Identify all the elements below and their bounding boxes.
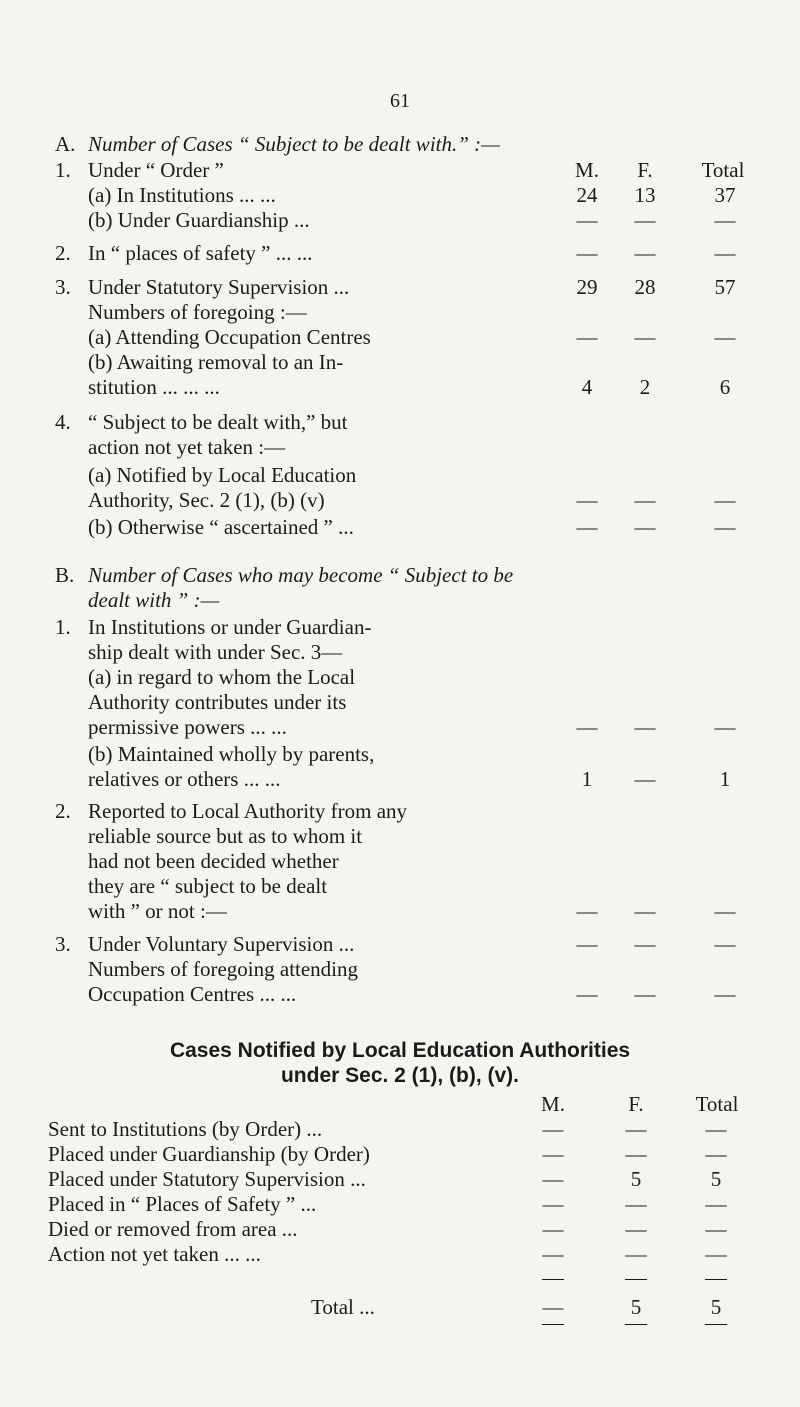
value-f: — (634, 325, 656, 349)
a-item-2 (0, 240, 800, 266)
section-b-heading (0, 562, 800, 588)
value-f: — (625, 1242, 647, 1266)
section-c-heading-line2: under Sec. 2 (1), (b), (v). (280, 1064, 520, 1087)
row-text: Placed in “ Places of Safety ” ... (48, 1192, 317, 1216)
b-item-1a-line2 (0, 689, 800, 715)
a-item-3b (0, 374, 800, 400)
value-f: — (634, 932, 656, 956)
value-total: — (705, 1117, 727, 1141)
row-text: Under Voluntary Supervision ... (88, 932, 355, 956)
value-total: — (705, 1217, 727, 1241)
col-f-header: F. (628, 1092, 644, 1116)
value-m: — (576, 982, 598, 1006)
value-m: — (542, 1295, 564, 1319)
value-m: — (542, 1217, 564, 1241)
a-item-4-num: 4. (55, 410, 71, 434)
value-total: — (714, 982, 736, 1006)
value-total: — (714, 241, 736, 265)
total-rule-total (705, 1279, 727, 1280)
c-row (0, 1216, 800, 1242)
row-text: relatives or others ... ... (88, 767, 281, 791)
col-total-header: Total (695, 1092, 739, 1116)
row-text: Reported to Local Authority from any (88, 799, 408, 823)
value-m: — (576, 488, 598, 512)
row-text: Placed under Guardianship (by Order) (48, 1142, 370, 1166)
section-b-heading-line2 (0, 587, 800, 613)
value-total: 6 (719, 375, 731, 399)
b-item-2 (0, 798, 800, 824)
b-item-1a (0, 714, 800, 740)
row-text: Under Statutory Supervision ... (88, 275, 350, 299)
value-m: — (542, 1142, 564, 1166)
b-item-1-line2 (0, 639, 800, 665)
row-text: Action not yet taken ... ... (48, 1242, 261, 1266)
row-text: (b) Maintained wholly by parents, (88, 742, 375, 766)
b-item-1b (0, 766, 800, 792)
row-text: permissive powers ... ... (88, 715, 287, 739)
section-c-heading-line1: Cases Notified by Local Education Authorities (169, 1039, 631, 1062)
row-text: (b) Awaiting removal to an In- (88, 350, 344, 374)
c-row (0, 1191, 800, 1217)
page-number: 61 (390, 90, 410, 112)
a-item-4-line2 (0, 434, 800, 460)
b-item-2-num: 2. (55, 799, 71, 823)
a-item-1b (0, 207, 800, 233)
b-item-3-num: 3. (55, 932, 71, 956)
row-text: Placed under Statutory Supervision ... (48, 1167, 366, 1191)
b-item-2-line2 (0, 823, 800, 849)
value-f: — (625, 1142, 647, 1166)
c-row (0, 1166, 800, 1192)
row-text: ship dealt with under Sec. 3— (88, 640, 343, 664)
b-item-2-line3 (0, 848, 800, 874)
value-f: — (634, 208, 656, 232)
value-f: — (634, 767, 656, 791)
value-total: 37 (714, 183, 736, 207)
value-f: — (625, 1217, 647, 1241)
col-m-header: M. (575, 158, 599, 182)
a-item-3a (0, 324, 800, 350)
section-b-title-line2: dealt with ” :— (88, 588, 220, 612)
value-m: — (576, 241, 598, 265)
a-item-3 (0, 274, 800, 300)
row-text: they are “ subject to be dealt (88, 874, 328, 898)
value-f: — (634, 715, 656, 739)
total-underline-m (542, 1324, 564, 1325)
a-item-2-num: 2. (55, 241, 71, 265)
a-item-3b-line1 (0, 349, 800, 375)
col-total-header: Total (701, 158, 745, 182)
row-text: (b) Under Guardianship ... (88, 208, 310, 232)
a-item-1 (0, 157, 800, 183)
row-text: (b) Otherwise “ ascertained ” ... (88, 515, 354, 539)
col-m-header: M. (541, 1092, 565, 1116)
value-f: 5 (630, 1295, 642, 1319)
value-m: — (576, 325, 598, 349)
total-rule-m (542, 1279, 564, 1280)
row-text: In “ places of safety ” ... ... (88, 241, 313, 265)
value-f: 13 (634, 183, 656, 207)
a-item-4 (0, 409, 800, 435)
a-item-4b (0, 514, 800, 540)
value-f: — (634, 982, 656, 1006)
value-f: — (625, 1117, 647, 1141)
row-text: “ Subject to be dealt with,” but (88, 410, 348, 434)
value-f: — (634, 899, 656, 923)
value-m: — (542, 1192, 564, 1216)
value-m: — (542, 1117, 564, 1141)
value-total: — (714, 208, 736, 232)
value-total: — (705, 1242, 727, 1266)
row-text: In Institutions or under Guardian- (88, 615, 372, 639)
value-m: — (542, 1242, 564, 1266)
value-total: 5 (710, 1167, 722, 1191)
section-a-title: Number of Cases “ Subject to be dealt with.” :— (88, 132, 500, 156)
value-m: 1 (581, 767, 593, 791)
total-label: Total ... (311, 1295, 375, 1319)
a-item-3-num: 3. (55, 275, 71, 299)
b-item-3-line2 (0, 956, 800, 982)
section-a-label: A. (55, 132, 76, 156)
value-total: 57 (714, 275, 736, 299)
b-item-2-line4 (0, 873, 800, 899)
b-item-3 (0, 931, 800, 957)
c-row (0, 1241, 800, 1267)
row-text: (a) Attending Occupation Centres (88, 325, 371, 349)
a-item-4a-line1 (0, 462, 800, 488)
row-text: stitution ... ... ... (88, 375, 220, 399)
value-f: 5 (630, 1167, 642, 1191)
value-f: — (634, 241, 656, 265)
a-item-4a (0, 487, 800, 513)
c-row (0, 1116, 800, 1142)
value-total: — (705, 1142, 727, 1166)
a-item-1a (0, 182, 800, 208)
value-total: — (714, 515, 736, 539)
b-item-1b-line1 (0, 741, 800, 767)
value-total: — (705, 1192, 727, 1216)
row-text: Authority contributes under its (88, 690, 347, 714)
section-c-column-headers (0, 1091, 800, 1117)
section-a-heading (0, 131, 800, 157)
b-item-1a-line1 (0, 664, 800, 690)
value-m: — (576, 932, 598, 956)
row-text: had not been decided whether (88, 849, 339, 873)
value-f: — (634, 488, 656, 512)
value-total: — (714, 932, 736, 956)
row-text: reliable source but as to whom it (88, 824, 363, 848)
row-text: Died or removed from area ... (48, 1217, 298, 1241)
value-total: — (714, 325, 736, 349)
row-text: Authority, Sec. 2 (1), (b) (v) (88, 488, 325, 512)
value-f: — (625, 1192, 647, 1216)
value-total: 5 (710, 1295, 722, 1319)
row-text: (a) In Institutions ... ... (88, 183, 276, 207)
value-f: 2 (639, 375, 651, 399)
value-m: — (576, 515, 598, 539)
a-item-1-text: Under “ Order ” (88, 158, 224, 182)
section-b-label: B. (55, 563, 75, 587)
c-row (0, 1141, 800, 1167)
total-underline-f (625, 1324, 647, 1325)
value-m: — (542, 1167, 564, 1191)
value-m: — (576, 715, 598, 739)
b-item-1 (0, 614, 800, 640)
b-item-1-num: 1. (55, 615, 71, 639)
value-total: — (714, 488, 736, 512)
total-underline-total (705, 1324, 727, 1325)
row-text: action not yet taken :— (88, 435, 286, 459)
value-total: — (714, 715, 736, 739)
value-m: 4 (581, 375, 593, 399)
row-text: Sent to Institutions (by Order) ... (48, 1117, 323, 1141)
b-item-3-last (0, 981, 800, 1007)
value-f: 28 (634, 275, 656, 299)
row-text: with ” or not :— (88, 899, 227, 923)
section-b-title-line1: Number of Cases who may become “ Subject to be (88, 563, 514, 587)
value-total: — (714, 899, 736, 923)
value-m: — (576, 208, 598, 232)
value-f: — (634, 515, 656, 539)
row-text: Numbers of foregoing :— (88, 300, 307, 324)
row-text: Numbers of foregoing attending (88, 957, 359, 981)
total-rule-f (625, 1279, 647, 1280)
row-text: Occupation Centres ... ... (88, 982, 297, 1006)
c-total-row (0, 1294, 800, 1320)
value-m: 29 (576, 275, 598, 299)
value-m: — (576, 899, 598, 923)
value-total: 1 (719, 767, 731, 791)
row-text: (a) in regard to whom the Local (88, 665, 356, 689)
col-f-header: F. (637, 158, 653, 182)
value-m: 24 (576, 183, 598, 207)
a-item-1-num: 1. (55, 158, 71, 182)
b-item-2-last (0, 898, 800, 924)
a-item-3-sub (0, 299, 800, 325)
row-text: (a) Notified by Local Education (88, 463, 357, 487)
